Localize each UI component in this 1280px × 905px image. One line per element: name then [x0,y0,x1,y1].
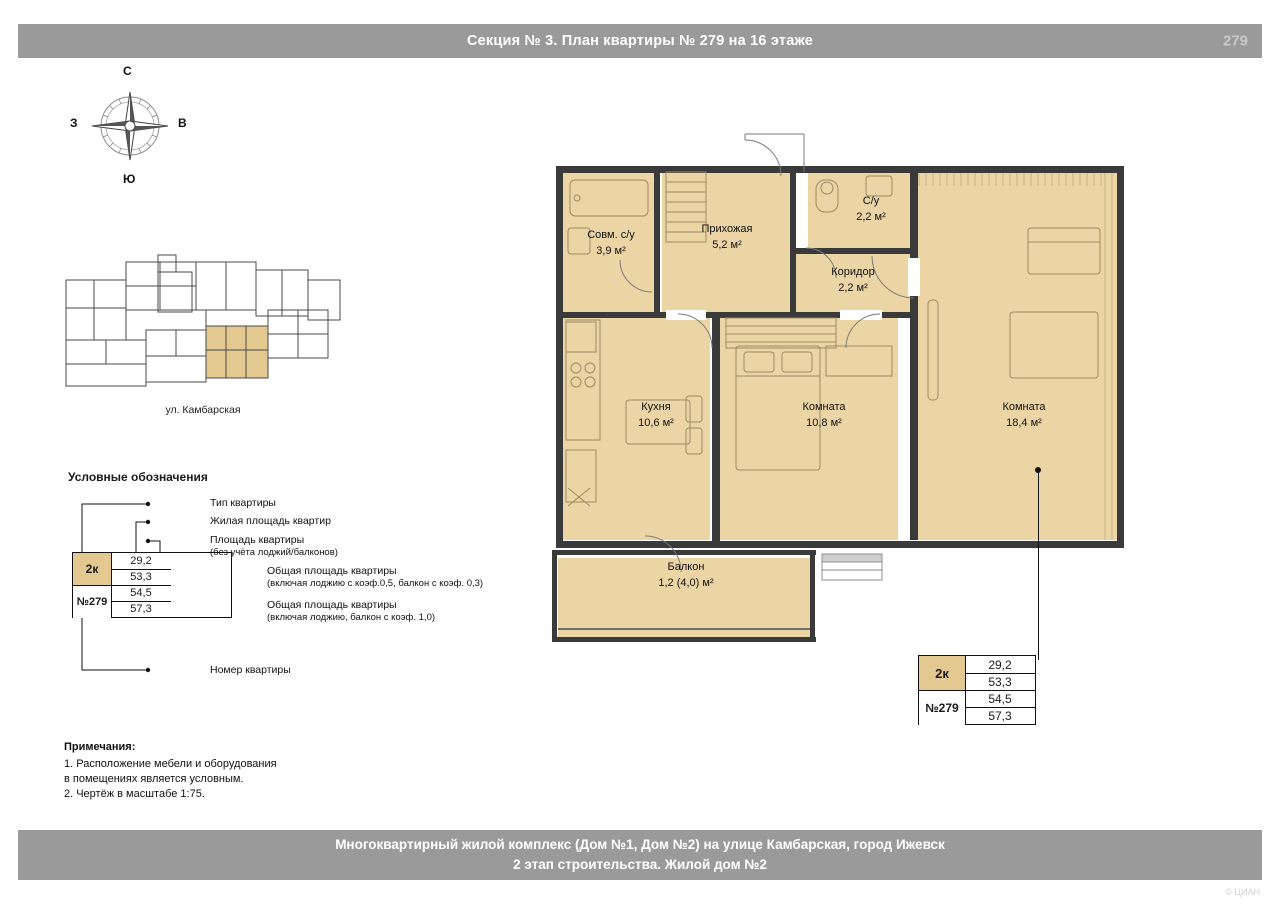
wall-bathroom-hallway [654,172,660,312]
doorway-gap-kitchen [666,310,706,320]
balcony-rail [558,628,810,630]
room-label-hallway: Прихожая 5,2 м² [701,223,753,251]
doorway-gap-corridor [840,310,882,320]
compass-label-south: Ю [123,172,136,186]
legend-item-3-sub: (включая лоджию с коэф.0,5, балкон с коэф. 0,3) [267,578,484,590]
plan-badge-type: 2к [919,656,966,690]
wall-large-room [910,172,918,540]
compass-label-east: В [178,116,187,130]
plan-apartment-badge [918,655,1036,725]
footer-line-1: Многоквартирный жилой комплекс (Дом №1, Дом №2) на улице Камбарская, город Ижевск [335,837,945,853]
room-fill-room-large [918,172,1118,540]
compass-rose [70,64,190,189]
notes-title: Примечания: [64,741,136,753]
compass-label-west: З [70,116,78,130]
room-label-room-small: Комната 10,8 м² [802,401,846,429]
compass-label-north: С [123,64,132,78]
wall-wc-bottom [796,248,916,254]
legend-badge-value-apt: 53,3 [111,569,171,586]
legend-item-0-label: Тип квартиры [210,497,276,509]
room-label-kitchen: Кухня 10,6 м² [638,401,674,429]
plan-badge-value-total05: 54,5 [965,690,1035,708]
legend-item-4-label: Общая площадь квартиры [267,599,397,611]
legend-item-2-label: Площадь квартиры [210,534,305,546]
wall-top [556,166,1124,173]
legend-badge-value-total10: 57,3 [130,603,152,615]
wall-hallway-corridor [790,172,796,314]
notes-block [64,740,484,801]
footer-line-2: 2 этап строительства. Жилой дом №2 [513,857,767,872]
compass-icon [70,64,190,189]
copyright-label: © ЦИАН [1225,887,1260,897]
legend [60,492,620,682]
legend-title: Условные обозначения [68,470,208,484]
room-label-room-large: Комната 18,4 м² [1002,401,1046,429]
notes-line-2: в помещениях является условным. [64,772,244,785]
legend-badge-value-living: 29,2 [111,553,171,570]
balcony-wall-top [552,550,816,555]
legend-item-4-sub: (включая лоджию, балкон с коэф. 1,0) [267,612,436,624]
key-plan-street-label: ул. Камбарская [165,404,241,416]
key-plan-diagram [58,250,348,400]
key-plan [58,250,348,400]
sheet-footer [18,830,1262,880]
plan-badge-number: №279 [919,690,966,725]
legend-badge-number: №279 [73,585,112,618]
apartment-floor-plan [540,110,1160,670]
doorway-gap-large-room [908,258,920,296]
window-hatch-right [1104,172,1118,540]
legend-item-3-label: Общая площадь квартиры [267,565,397,577]
legend-badge-type: 2к [73,553,112,585]
window-hatch-top [918,172,1103,186]
legend-item-5-label: Номер квартиры [210,664,291,676]
plan-badge-value-apt: 53,3 [965,673,1035,691]
plan-badge-value-living: 29,2 [965,656,1035,674]
wall-left [556,166,563,548]
wall-kitchen-room [712,318,720,542]
legend-item-2-sub: (без учёта лоджий/балконов) [210,547,338,559]
room-label-corridor: Коридор 2,2 м² [831,266,875,294]
legend-badge-value-total05: 54,5 [111,585,171,602]
room-label-balcony: Балкон 1,2 (4,0) м² [658,561,714,589]
badge-leader-dot [1035,467,1041,473]
balcony-wall-bottom [552,637,816,642]
room-label-bathroom: Совм. с/у 3,9 м² [587,229,635,257]
wall-right [1117,166,1124,548]
balcony-wall-right [810,550,815,642]
plan-badge-value-total10: 57,3 [988,708,1012,723]
sheet-header [18,24,1262,58]
notes-line-1: 1. Расположение мебели и оборудования [64,757,277,770]
balcony-wall-left [552,550,557,642]
badge-leader-line [1038,470,1039,660]
room-label-wc: С/у 2,2 м² [856,195,886,223]
legend-item-1-label: Жилая площадь квартир [210,515,331,527]
page-title: Секция № 3. План квартиры № 279 на 16 этаже [466,33,814,49]
notes-line-3: 2. Чертёж в масштабе 1:75. [64,787,205,800]
page-number: 279 [1222,32,1248,50]
legend-apartment-badge [72,552,232,618]
